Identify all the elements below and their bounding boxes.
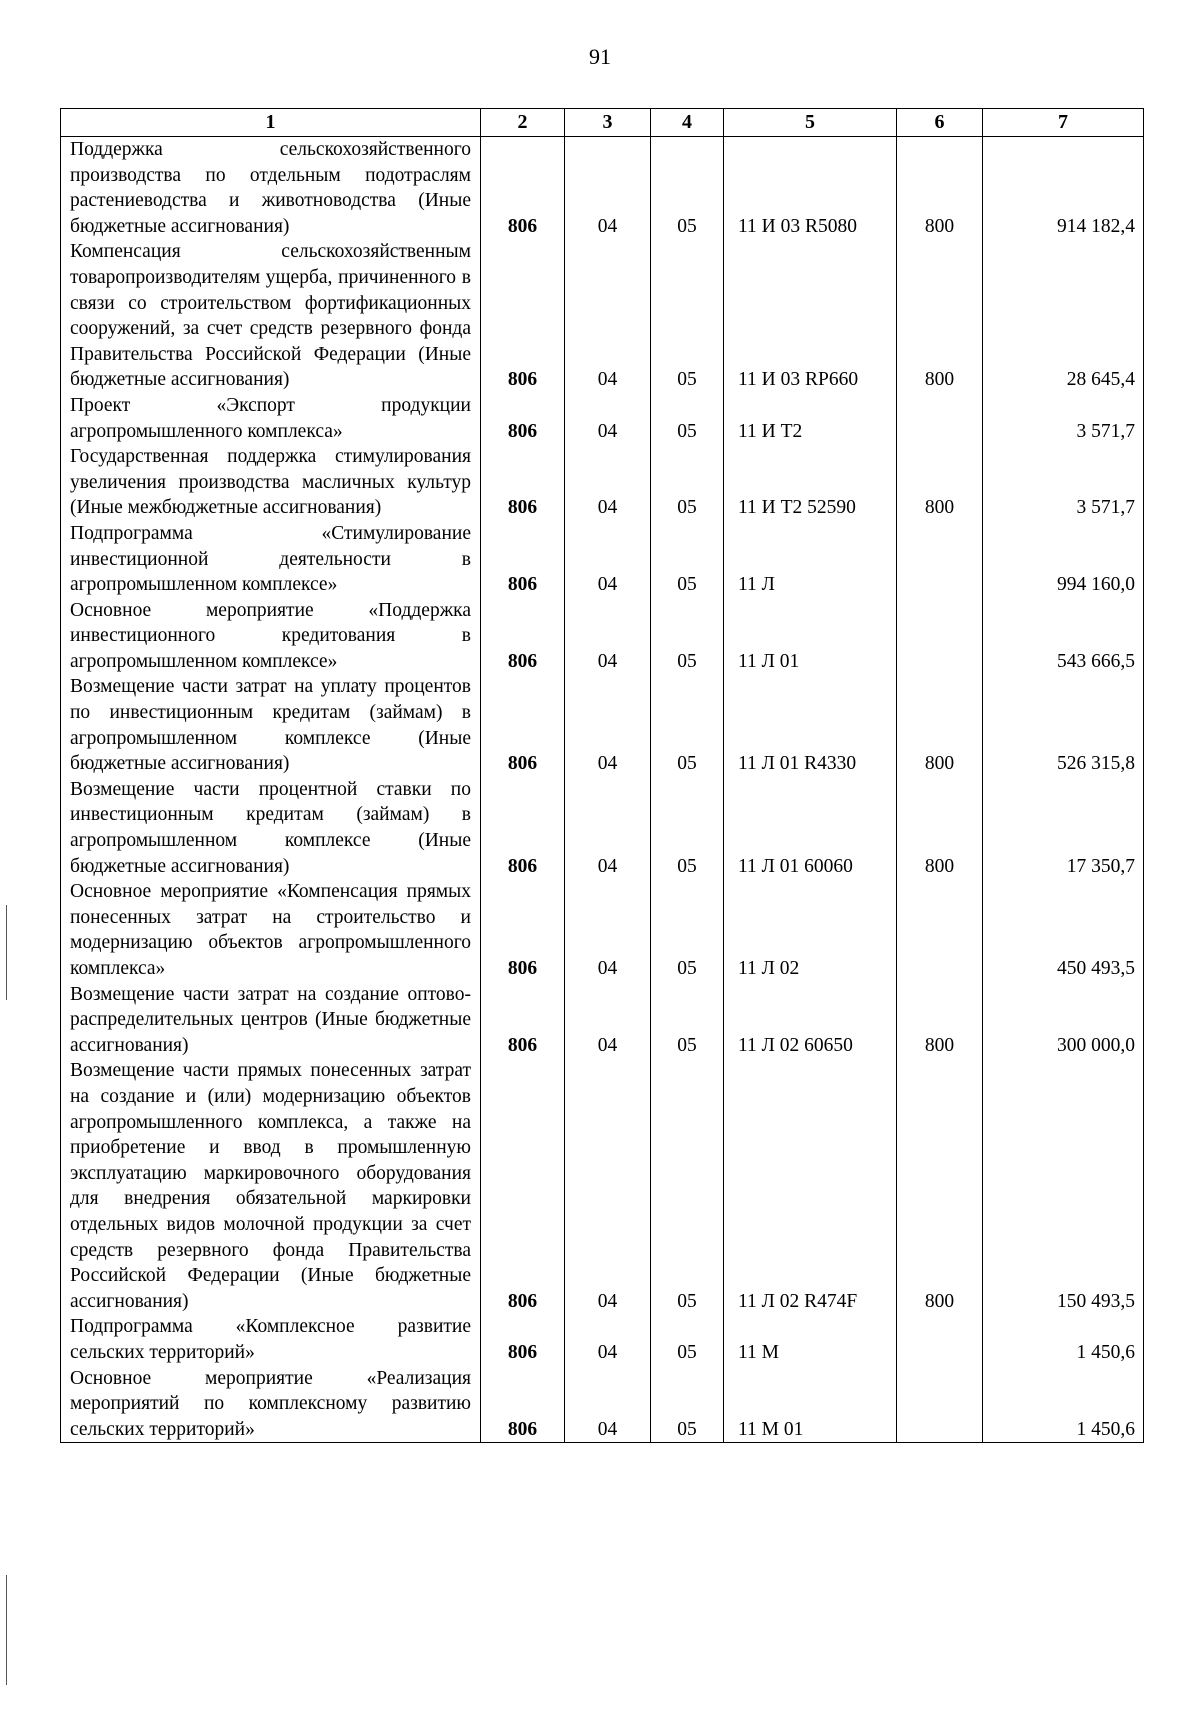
row-ved: 806 xyxy=(481,444,565,521)
row-ved: 806 xyxy=(481,879,565,981)
row-expense-type: 800 xyxy=(897,137,983,240)
row-subsection: 05 xyxy=(651,982,724,1059)
budget-table xyxy=(60,108,1144,1443)
table-row xyxy=(61,598,1144,675)
row-sum: 450 493,5 xyxy=(983,879,1144,981)
row-section: 04 xyxy=(565,674,651,776)
row-ved: 806 xyxy=(481,239,565,393)
row-expense-type: 800 xyxy=(897,982,983,1059)
table-row xyxy=(61,444,1144,521)
row-name: Возмещение части затрат на уплату процентов по инвестиционным кредитам (займам) в агропромышленном комплексе (Иные бюджетные ассигнования) xyxy=(61,674,481,776)
row-target-code: 11 И Т2 xyxy=(724,393,897,444)
row-ved: 806 xyxy=(481,777,565,879)
table-row xyxy=(61,1366,1144,1443)
table-row xyxy=(61,393,1144,444)
row-target-code: 11 Л 01 60060 xyxy=(724,777,897,879)
row-section: 04 xyxy=(565,777,651,879)
row-subsection: 05 xyxy=(651,444,724,521)
row-target-code: 11 И 03 RP660 xyxy=(724,239,897,393)
header-col-1: 1 xyxy=(61,109,481,137)
row-target-code: 11 М 01 xyxy=(724,1366,897,1443)
row-ved: 806 xyxy=(481,1058,565,1314)
row-expense-type xyxy=(897,598,983,675)
row-name: Государственная поддержка стимулирования увеличения производства масличных культур (Иные межбюджетные ассигнования) xyxy=(61,444,481,521)
row-subsection: 05 xyxy=(651,598,724,675)
row-subsection: 05 xyxy=(651,777,724,879)
row-name: Возмещение части прямых понесенных затрат на создание и (или) модернизацию объектов агропромышленного комплекса, а также на приобретение и ввод в промышленную эксплуатацию маркировочного оборудования для внедрения обязательной маркировки отдельных видов молочной продукции за счет средств резервного фонда Правительства Российской Федерации (Иные бюджетные ассигнования) xyxy=(61,1058,481,1314)
row-ved: 806 xyxy=(481,393,565,444)
row-expense-type xyxy=(897,1314,983,1365)
left-margin-line-lower xyxy=(6,1575,7,1685)
row-expense-type xyxy=(897,393,983,444)
row-ved: 806 xyxy=(481,598,565,675)
row-section: 04 xyxy=(565,521,651,598)
row-subsection: 05 xyxy=(651,521,724,598)
row-expense-type: 800 xyxy=(897,777,983,879)
row-subsection: 05 xyxy=(651,1058,724,1314)
row-name: Основное мероприятие «Реализация мероприятий по комплексному развитию сельских территорий» xyxy=(61,1366,481,1443)
table-row xyxy=(61,1058,1144,1314)
row-ved: 806 xyxy=(481,521,565,598)
row-expense-type: 800 xyxy=(897,444,983,521)
row-section: 04 xyxy=(565,239,651,393)
page-number: 91 xyxy=(589,44,611,69)
row-expense-type xyxy=(897,1366,983,1443)
header-col-2: 2 xyxy=(481,109,565,137)
row-target-code: 11 Л 02 60650 xyxy=(724,982,897,1059)
row-sum: 3 571,7 xyxy=(983,444,1144,521)
table-row xyxy=(61,777,1144,879)
row-target-code: 11 И 03 R5080 xyxy=(724,137,897,240)
row-ved: 806 xyxy=(481,137,565,240)
row-expense-type: 800 xyxy=(897,674,983,776)
row-target-code: 11 М xyxy=(724,1314,897,1365)
row-name: Возмещение части затрат на создание оптово-распределительных центров (Иные бюджетные ассигнования) xyxy=(61,982,481,1059)
row-section: 04 xyxy=(565,879,651,981)
row-name: Возмещение части процентной ставки по инвестиционным кредитам (займам) в агропромышленном комплексе (Иные бюджетные ассигнования) xyxy=(61,777,481,879)
table-row xyxy=(61,239,1144,393)
row-name: Основное мероприятие «Компенсация прямых понесенных затрат на строительство и модернизацию объектов агропромышленного комплекса» xyxy=(61,879,481,981)
row-sum: 1 450,6 xyxy=(983,1366,1144,1443)
row-target-code: 11 Л 01 R4330 xyxy=(724,674,897,776)
row-subsection: 05 xyxy=(651,1366,724,1443)
row-ved: 806 xyxy=(481,1366,565,1443)
row-section: 04 xyxy=(565,444,651,521)
row-expense-type xyxy=(897,521,983,598)
row-sum: 1 450,6 xyxy=(983,1314,1144,1365)
table-row xyxy=(61,137,1144,240)
row-name: Подпрограмма «Комплексное развитие сельских территорий» xyxy=(61,1314,481,1365)
row-expense-type xyxy=(897,879,983,981)
row-name: Подпрограмма «Стимулирование инвестиционной деятельности в агропромышленном комплексе» xyxy=(61,521,481,598)
row-target-code: 11 Л 02 xyxy=(724,879,897,981)
row-sum: 17 350,7 xyxy=(983,777,1144,879)
row-target-code: 11 Л xyxy=(724,521,897,598)
row-name: Поддержка сельскохозяйственного производства по отдельным подотраслям растениеводства и животноводства (Иные бюджетные ассигнования) xyxy=(61,137,481,240)
row-name: Проект «Экспорт продукции агропромышленного комплекса» xyxy=(61,393,481,444)
row-section: 04 xyxy=(565,982,651,1059)
row-section: 04 xyxy=(565,1314,651,1365)
row-subsection: 05 xyxy=(651,239,724,393)
row-sum: 994 160,0 xyxy=(983,521,1144,598)
row-subsection: 05 xyxy=(651,393,724,444)
row-subsection: 05 xyxy=(651,879,724,981)
left-margin-line-upper xyxy=(6,905,7,1000)
row-section: 04 xyxy=(565,137,651,240)
row-expense-type: 800 xyxy=(897,239,983,393)
row-target-code: 11 Л 02 R474F xyxy=(724,1058,897,1314)
row-expense-type: 800 xyxy=(897,1058,983,1314)
row-section: 04 xyxy=(565,1058,651,1314)
table-row xyxy=(61,879,1144,981)
row-target-code: 11 И Т2 52590 xyxy=(724,444,897,521)
row-name: Компенсация сельскохозяйственным товаропроизводителям ущерба, причиненного в связи со строительством фортификационных сооружений, за счет средств резервного фонда Правительства Российской Федерации (Иные бюджетные ассигнования) xyxy=(61,239,481,393)
row-target-code: 11 Л 01 xyxy=(724,598,897,675)
header-col-4: 4 xyxy=(651,109,724,137)
header-row xyxy=(61,109,1144,137)
row-name: Основное мероприятие «Поддержка инвестиционного кредитования в агропромышленном комплексе» xyxy=(61,598,481,675)
row-sum: 914 182,4 xyxy=(983,137,1144,240)
header-col-3: 3 xyxy=(565,109,651,137)
row-sum: 3 571,7 xyxy=(983,393,1144,444)
row-subsection: 05 xyxy=(651,137,724,240)
table-row xyxy=(61,674,1144,776)
table-row xyxy=(61,521,1144,598)
row-sum: 150 493,5 xyxy=(983,1058,1144,1314)
header-col-7: 7 xyxy=(983,109,1144,137)
row-sum: 300 000,0 xyxy=(983,982,1144,1059)
row-section: 04 xyxy=(565,598,651,675)
row-ved: 806 xyxy=(481,674,565,776)
header-col-5: 5 xyxy=(724,109,897,137)
row-section: 04 xyxy=(565,393,651,444)
table-row xyxy=(61,1314,1144,1365)
row-subsection: 05 xyxy=(651,674,724,776)
row-sum: 526 315,8 xyxy=(983,674,1144,776)
row-subsection: 05 xyxy=(651,1314,724,1365)
row-sum: 28 645,4 xyxy=(983,239,1144,393)
row-sum: 543 666,5 xyxy=(983,598,1144,675)
row-ved: 806 xyxy=(481,1314,565,1365)
row-section: 04 xyxy=(565,1366,651,1443)
header-col-6: 6 xyxy=(897,109,983,137)
row-ved: 806 xyxy=(481,982,565,1059)
table-row xyxy=(61,982,1144,1059)
